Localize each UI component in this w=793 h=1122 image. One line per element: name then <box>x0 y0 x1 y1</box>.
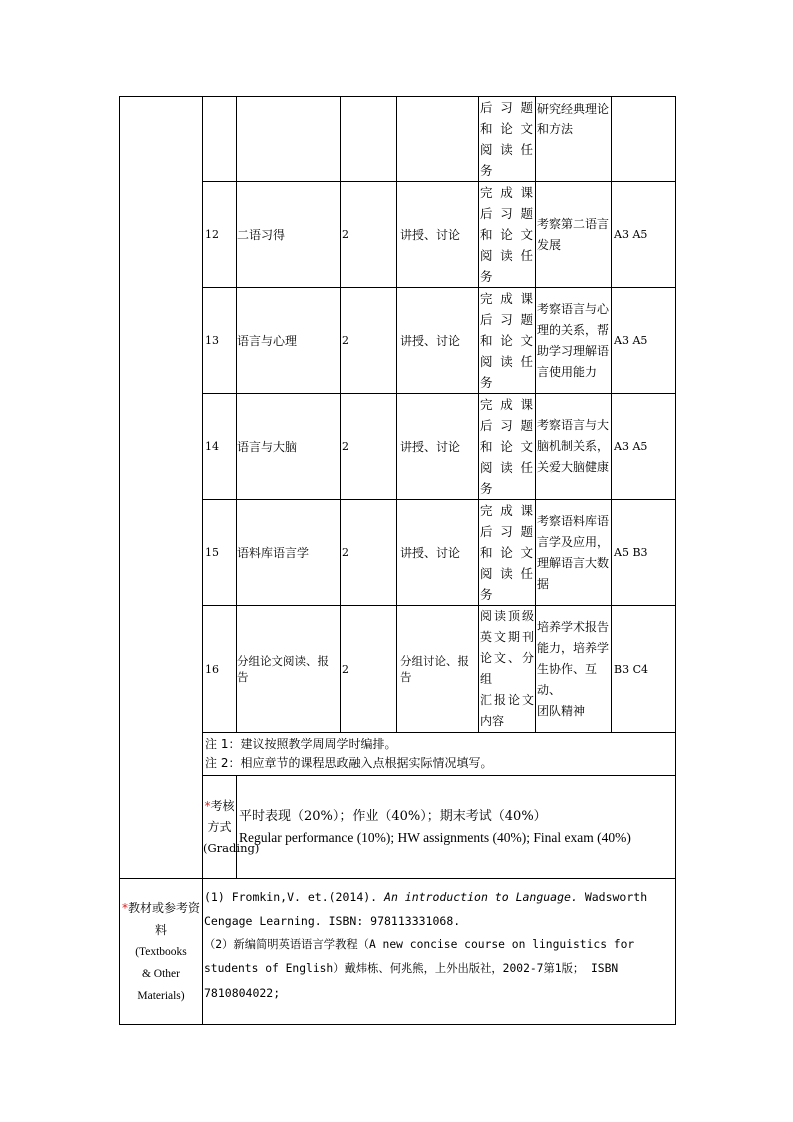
reference-2-line-1: （2）新编简明英语语言学教程（A new concise course on linguistics for <box>204 938 635 951</box>
goal-cell: 考察第二语言 发展 <box>536 182 612 288</box>
grading-content <box>237 776 676 879</box>
note-1: 注 1：建议按照教学周周学时编排。 <box>205 737 397 751</box>
goal-cell: 研究经典理论和方法 <box>536 97 612 182</box>
reference-1-title: An introduction to Language. <box>384 890 578 904</box>
goal-cell: 考察语料库语 言学及应用， 理解语言大数 据 <box>536 500 612 606</box>
grading-line-cn: 平时表现（20%）；作业（40%）；期末考试（40%） <box>239 809 547 824</box>
table-row: 15 语料库语言学 2 讲授、讨论 完 成 课 后 习 题 和 论 文 阅 读 任 务 考察语料库语 言学及应用， 理解语言大数 据 A5 B3 <box>120 500 676 606</box>
required-mark: * <box>204 798 211 813</box>
reference-1-line-1: (1) Fromkin,V. et.(2014). An introduction to Language. Wadsworth <box>204 890 648 904</box>
materials-content <box>203 879 676 1025</box>
grading-label-en: (Grading) <box>203 840 260 855</box>
homework-cell: 完 成 课 后 习 题 和 论 文 阅 读 任 务 <box>479 394 536 500</box>
notes-row <box>120 733 676 776</box>
table-row: 14 语言与大脑 2 讲授、讨论 完 成 课 后 习 题 和 论 文 阅 读 任 务 考察语言与大 脑机制关系， 关爱大脑健康 A3 A5 <box>120 394 676 500</box>
materials-label-en-1: (Textbooks <box>135 945 187 958</box>
required-mark: * <box>121 900 128 915</box>
grading-label-cn: 考核方式 <box>207 798 235 834</box>
homework-cell: 完 成 课 后 习 题 和 论 文 阅 读 任 务 <box>479 182 536 288</box>
materials-label <box>120 879 203 1025</box>
schedule-row-continued <box>120 97 676 182</box>
grading-label <box>203 776 260 879</box>
materials-label-en-3: Materials) <box>137 989 185 1002</box>
homework-cell: 完 成 课 后 习 题 和 论 文 阅 读 任 务 <box>479 288 536 394</box>
table-row: 16 分组论文阅读、报告 2 分组讨论、报告 阅读顶级 英文期刊 论文、分组 汇报论文 内容 培养学术报告 能力，培养学 生协作、互动、 团队精神 B3 C4 <box>120 606 676 733</box>
reference-1-line-2: Cengage Learning. ISBN: 978113331068. <box>204 914 461 928</box>
homework-cell: 后 习 题 和 论 文 阅 读 任 务 <box>479 97 536 182</box>
materials-row <box>120 879 676 1025</box>
goal-cell: 考察语言与大 脑机制关系， 关爱大脑健康 <box>536 394 612 500</box>
goal-cell: 考察语言与心 理的关系，帮 助学习理解语 言使用能力 <box>536 288 612 394</box>
homework-cell: 完 成 课 后 习 题 和 论 文 阅 读 任 务 <box>479 500 536 606</box>
table-row: 13 语言与心理 2 讲授、讨论 完 成 课 后 习 题 和 论 文 阅 读 任 务 考察语言与心 理的关系，帮 助学习理解语 言使用能力 A3 A5 <box>120 288 676 394</box>
materials-label-cn: 教材或参考资料 <box>127 900 200 937</box>
materials-label-en-2: & Other <box>141 967 180 980</box>
grading-line-en: Regular performance (10%); HW assignments (40%); Final exam (40%) <box>239 830 631 845</box>
left-label-cell <box>120 97 203 879</box>
grading-row <box>120 776 676 879</box>
reference-2-line-3: 7810804022; <box>204 986 281 1000</box>
homework-cell: 阅读顶级 英文期刊 论文、分组 汇报论文 内容 <box>479 606 536 733</box>
schedule-table <box>119 96 676 1025</box>
goal-cell: 培养学术报告 能力，培养学 生协作、互动、 团队精神 <box>536 606 612 733</box>
reference-2-line-2: students of English）戴炜栋、何兆熊，上外出版社，2002-7第1版； ISBN <box>204 962 619 975</box>
notes-cell <box>203 733 676 776</box>
table-row: 12 二语习得 2 讲授、讨论 完 成 课 后 习 题 和 论 文 阅 读 任 务 考察第二语言 发展 A3 A5 <box>120 182 676 288</box>
note-2: 注 2：相应章节的课程思政融入点根据实际情况填写。 <box>205 756 493 770</box>
